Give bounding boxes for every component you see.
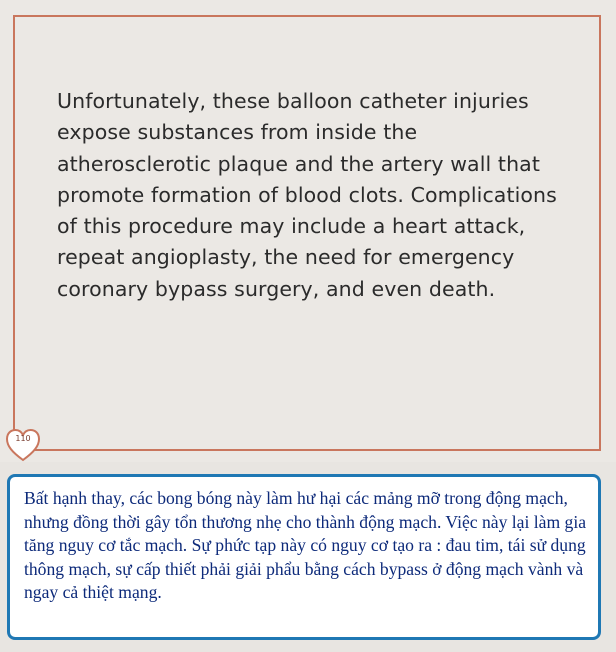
page-number: 110 <box>15 434 31 443</box>
translation-text: Bất hạnh thay, các bong bóng này làm hư hại các mảng mỡ trong động mạch, nhưng đồng thời gây tổn thương nhẹ cho thành động mạch. Việc này lại làm gia tăng nguy cơ tắc mạch. Sự phức tạp này có nguy cơ tạo ra : đau tim, tái sử dụng thông mạch, sự cấp thiết phải giải phẩu bằng cách bypass ở động mạch vành và ngay cả thiệt mạng. <box>24 488 587 603</box>
heart-icon <box>4 426 42 464</box>
book-body-text: Unfortunately, these balloon catheter injuries expose substances from inside the atherosclerotic plaque and the artery wall that promote formation of blood clots. Complications of this procedure may include a heart attack, repeat angioplasty, the need for emergency coronary bypass surgery, and even death. <box>57 89 557 301</box>
page-number-badge <box>4 426 42 464</box>
